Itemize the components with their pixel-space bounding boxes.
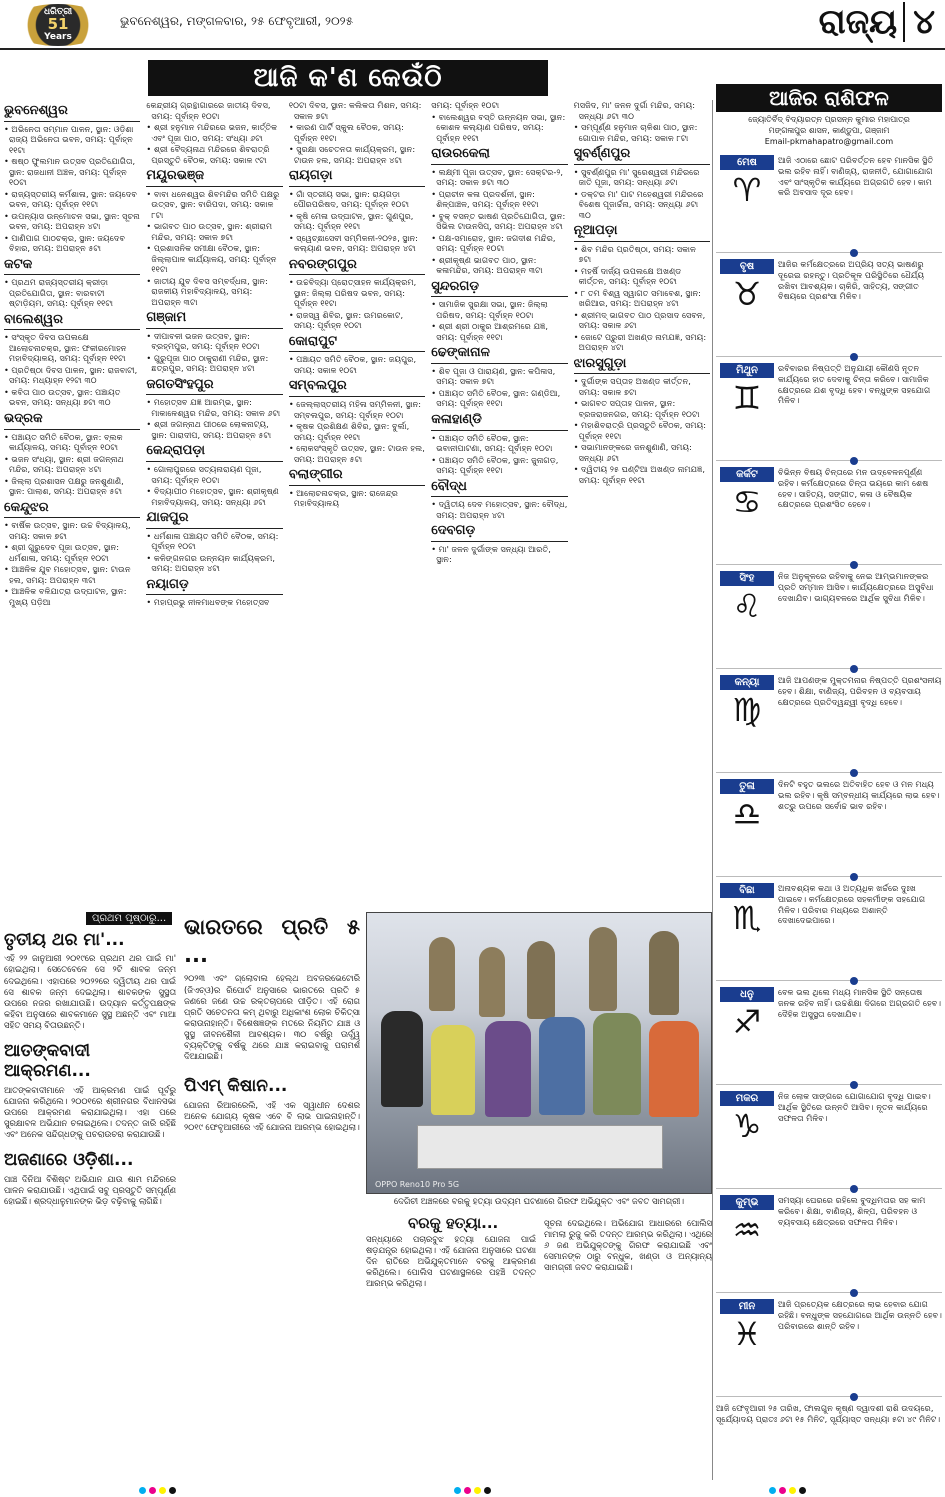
photo-figure <box>539 1017 585 1115</box>
story-body: ଯୋଜନା ରିଆରରେଲି, ଏହି ଏକ ସ୍ୱାଧୀନ ଦେଶର ଅନେକ ଯୋଗ୍ୟ କୃଷକ ଏବେ ବି ଲାଭ ପାଇନାହାନ୍ତି। ୨୦୧୯ ଫେବୃଆରୀରେ ଏହି ଯୋଜନା ଆରମ୍ଭ ହୋଇଥିଲା। <box>184 1099 360 1132</box>
city-heading: କଟକ <box>4 257 140 276</box>
story-column-right-a: ସନ୍ଧ୍ୟାରେ ପଚାରବୁଝ ହତ୍ୟା ଯୋଜନା ପାଇଁ ଷଡ଼ଯନ୍ତ୍ର ହୋଇଥିଲା। ଏହି ଯୋଜନା ଅନୁସାରେ ଘଟଣା ଦିନ ରାତିରେ ଅଭିଯୁକ୍ତମାନେ ବରକୁ ଆକ୍ରମଣ କରିଥିଲେ। ପୋଲିସ ଘଟଣାସ୍ଥଳରେ ପହଞ୍ଚି ତଦନ୍ତ ଆରମ୍ଭ କରିଥିଲା। <box>366 1234 536 1289</box>
event-entry: • କାରଣ ପାର୍ଟି ସ୍କୁଲ ବୈଠକ, ସମୟ: ପୂର୍ବାହ୍ନ ୧୧ଟା <box>288 122 404 143</box>
section-name: ରାଜ୍ୟ <box>818 2 898 42</box>
divider-dot-icon <box>850 561 858 569</box>
zodiac-entry <box>716 673 942 773</box>
event-entry: • ଉପନ୍ୟାସ ଉନ୍ମୋଚନ ସଭା, ସ୍ଥାନ: ସୂଚନା ଭବନ, ସମୟ: ଅପରାହ୍ନ ୪ଟା <box>4 210 140 232</box>
zodiac-entry <box>716 361 942 461</box>
event-entry: • ଦ୍ୱିତୀୟ ଦେବ ମହୋତ୍ସବ, ସ୍ଥାନ: ବୌଦ୍ଧ, ସମୟ: ଅପରାହ୍ନ ୪ଟା <box>431 499 568 520</box>
city-heading: ନୂଆପଡ଼ା <box>574 223 710 242</box>
zodiac-prediction: ଆଜି ଆପଣଙ୍କ ମୁକ୍ତମନାର ନିଷ୍ପତ୍ତି ପ୍ରଶଂସନୀୟ ହେବ। ଶିକ୍ଷା, ବାଣିଜ୍ୟ, ପରିବହନ ଓ ବ୍ୟବସାୟ କ୍ଷେତ୍ରରେ ପ୍ରତିଦ୍ୱନ୍ଦ୍ୱୀ ବୃଦ୍ଧି ହେବେ। <box>778 675 942 707</box>
registration-marks <box>769 1487 806 1494</box>
event-entry: • ଶିବ ମନ୍ଦିର ପ୍ରତିଷ୍ଠା, ସମୟ: ସକାଳ ୭ଟା <box>573 243 696 265</box>
logo-years: 51 <box>47 15 69 34</box>
zodiac-icon: ♒ <box>732 1211 762 1250</box>
story-headline: ତୃତୀୟ ଥର ମା'... <box>4 930 125 950</box>
event-entry: • ସୁରକ୍ଷା ସଚେତନତା କାର୍ଯ୍ୟକ୍ରମ, ସ୍ଥାନ: ଟାଉନ ହଲ, ସମୟ: ଅପରାହ୍ନ ୪ଟା <box>288 144 416 165</box>
zodiac-entry <box>716 257 942 357</box>
photo-watermark: OPPO Reno10 Pro 5G <box>375 1180 460 1189</box>
city-heading: ସୁବର୍ଣ୍ଣପୁର <box>574 146 710 165</box>
event-entry: • ବିଦ୍ୟାପୀଠ ମହୋତ୍ସବ, ସ୍ଥାନ: ଶ୍ରୀକୃଷ୍ଣ ମହାବିଦ୍ୟାଳୟ, ସମୟ: ସନ୍ଧ୍ୟା ୬ଟା <box>146 486 279 507</box>
event-entry: • ବାବା ଧନେଶ୍ୱର ଶିବମନ୍ଦିର ସମିତି ପକ୍ଷରୁ ଉତ୍ସବ, ସ୍ଥାନ: ବାରିପଦା, ସମୟ: ସକାଳ ୮ଟା <box>146 188 280 220</box>
photo-figure <box>485 1021 531 1117</box>
event-entry: • ଜୋଟେ ପ୍ରୁରୀ ଅଖଣ୍ଡ ନାମଯଜ୍ଞ, ସମୟ: ଅପରାହ୍ନ ୪ଟା <box>573 331 707 353</box>
event-entry: • ଷଷ୍ଠ ଫୁଲମାନ ଉତ୍ସବ ପ୍ରତିଯୋଗିତା, ସ୍ଥାନ: ରାଜଧାନୀ ଅଞ୍ଚଳ, ସମୟ: ପୂର୍ବାହ୍ନ ୧୦ଟା <box>4 156 136 188</box>
zodiac-badge <box>720 571 774 626</box>
divider-dot-icon <box>850 769 858 777</box>
city-heading: ମୟୂରଭଞ୍ଜ <box>146 168 282 187</box>
news-photo <box>366 912 712 1194</box>
photo-figure <box>589 927 617 1011</box>
event-entry: • ପ୍ରଥମ ରାଜ୍ୟସ୍ତରୀୟ କ୍ରୀଡ଼ା ପ୍ରତିଯୋଗିତା, ସ୍ଥାନ: ବାରବାଟୀ ଷ୍ଟାଡ଼ିୟମ, ସମୟ: ପୂର୍ବାହ୍ନ ୧୧ଟା <box>4 277 113 309</box>
zodiac-name: କର୍କଟ <box>720 467 774 482</box>
city-heading: ସୁନ୍ଦରଗଡ଼ <box>431 279 567 298</box>
event-entry: • କବିତା ପାଠ ଉତ୍ସବ, ସ୍ଥାନ: ପଞ୍ଚାୟତ ଭବନ, ସମୟ: ସନ୍ଧ୍ୟା ୭ଟା ୩୦ <box>4 386 121 408</box>
city-heading: ନବରଙ୍ଗପୁର <box>289 257 425 276</box>
continued-tag: ପ୍ରଥମ ପୃଷ୍ଠାରୁ... <box>86 912 172 925</box>
zodiac-entry <box>716 881 942 981</box>
event-entry: • ଶ୍ରୀ ଶ୍ରୀ ଠାକୁର ଆଶ୍ରମରେ ଯଜ୍ଞ, ସମୟ: ପୂର୍ବାହ୍ନ ୧୧ଟା <box>431 321 548 342</box>
event-entry: • ସମ୍ପୂର୍ଣ୍ଣ ହନୁମାନ ଚାଳିଶା ପାଠ, ସ୍ଥାନ: ଗୋପାଳ ମନ୍ଦିର, ସମୟ: ସକାଳ ୮ଟା <box>573 122 698 143</box>
zodiac-name: ମେଷ <box>720 155 774 170</box>
story-column-right-b: ସୂଚନା ଦେଇଥିଲେ। ଅଭିଯୋଗ ଆଧାରରେ ପୋଲିସ ମାମଲା ରୁଜୁ କରି ତଦନ୍ତ ଆରମ୍ଭ କରିଥିଲା। ଏଥିରେ ୬ ଜଣ ଅଭିଯୁକ୍ତଙ୍କୁ ଗିରଫ କରାଯାଇଛି ଏବଂ ସେମାନଙ୍କ ଠାରୁ ବନ୍ଧୁକ, ଖଣ୍ଡା ଓ ଅନ୍ୟାନ୍ୟ ସାମଗ୍ରୀ ଜବତ କରାଯାଇଛି। <box>544 1218 712 1273</box>
event-entry: • ଲକ୍ଷ୍ମୀ ପୂଜା ଉତ୍ସବ, ସ୍ଥାନ: ସେକ୍ଟର-୨, ସମୟ: ସକାଳ ୭ଟା ୩୦ <box>431 166 564 188</box>
listing-column <box>4 100 140 908</box>
event-entry: • ଅଭିନେତା ସମ୍ମାନ ପାଳନ, ସ୍ଥାନ: ଓଡ଼ିଶା ରାଜ୍ୟ ଅଭିନେତା ଭବନ, ସମୟ: ପୂର୍ବାହ୍ନ ୧୧ଟା <box>4 123 134 155</box>
astrologer-email: Email-pkmahapatro@gmail.com <box>764 136 894 146</box>
aaji-kana-banner: ଆଜି କ'ଣ କେଉଁଠି <box>148 60 548 96</box>
divider-dot-icon <box>850 457 858 465</box>
event-entry: • ଶ୍ରୀ ହନୁମାନ ମନ୍ଦିରରେ ଭଜନ, କାର୍ତ୍ତିକ ଏବଂ ପୂଜା ପାଠ, ସମୟ: ସଂଧ୍ୟା ୬ଟା <box>146 122 278 143</box>
event-entry: • ମା' ଜଳନ ଦୁର୍ଗାଙ୍କ ସନ୍ଧ୍ୟା ଆରତି, ସ୍ଥାନ: <box>431 543 551 565</box>
event-entry: • ପଞ୍ଚାୟତ ସମିତି ବୈଠକ, ସ୍ଥାନ: ଜୟପୁର, ସମୟ: ସକାଳ ୧୦ଟା <box>288 354 417 375</box>
event-entry: • ଜିଲ୍ଲା ପ୍ରଶାସନ ପକ୍ଷରୁ ଜନଶୁଣାଣି, ସ୍ଥାନ: ପାଲାଶ, ସମୟ: ଅପରାହ୍ନ ୫ଟା <box>4 475 124 496</box>
zodiac-entry <box>716 1089 942 1189</box>
divider-dot-icon <box>850 353 858 361</box>
zodiac-name: ମୀନ <box>720 1299 774 1314</box>
rashifal-footer: ଆଜି ଫେବୃଆରୀ ୨୫ ତାରିଖ, ଫାଲଗୁନ କୃଷ୍ଣ ଦ୍ୱାଦଶୀ ରାଶି ଉଦୟରେ, ସୂର୍ଯ୍ୟୋଦୟ ପ୍ରାତଃ ୬ଟା ୧୫ ମିନିଟ, ସୂର୍ଯ୍ୟାସ୍ତ ସନ୍ଧ୍ୟା ୫ଟା ୪୯ ମିନିଟ। <box>716 1403 941 1425</box>
zodiac-prediction: ବେଳ ଭଲ ଥିଲେ ମଧ୍ୟ ମାନସିକ ସ୍ଥିତି ସନ୍ତୋଷ ଜନକ ରହିବ ନାହିଁ। ଉଚ୍ଚଶିକ୍ଷା ଦିଗରେ ଅଗ୍ରଗତି ହେବ। ଦୈହିକ ଅସୁସ୍ଥତା ଦେଖାଯିବ। <box>778 987 942 1019</box>
event-entry: • ରାଜ୍ୟସ୍ତରୀୟ କର୍ମଶାଳା, ସ୍ଥାନ: ଜୟଦେବ ଭବନ, ସମୟ: ପୂର୍ବାହ୍ନ ୧୧ଟା <box>4 188 137 210</box>
divider-dot-icon <box>850 249 858 257</box>
event-listing <box>4 100 710 908</box>
photo-figure <box>479 947 505 1017</box>
city-heading: କୋରାପୁଟ <box>289 334 425 353</box>
zodiac-entry <box>716 569 942 669</box>
zodiac-name: ମକର <box>720 1091 774 1106</box>
registration-marks <box>139 1487 176 1494</box>
zodiac-prediction: ଆଜିର କର୍ମକ୍ଷେତ୍ରରେ ଅପ୍ରିୟ ସତ୍ୟ ଭାଷଣରୁ ଦୂରେଇ ରହନ୍ତୁ। ପ୍ରତିକୂଳ ପରିସ୍ଥିତିରେ ଧୈର୍ଯ୍ୟ ରଖିବା ଆବଶ୍ୟକ। ଚାକିରି, ସାହିତ୍ୟ, ସଙ୍ଗୀତ ବିଷୟରେ ପ୍ରଶଂସା ମିଳିବ। <box>778 259 925 302</box>
zodiac-prediction: ଅନାବଶ୍ୟକ କଥା ଓ ଅତ୍ୟଧିକ ଖର୍ଚ୍ଚରେ ଦୁଃଖ ପାଇବେ। କର୍ମକ୍ଷେତ୍ରରେ ସହକର୍ମୀଙ୍କ ସହଯୋଗ ମିଳିବ। ପରିବାର ମଧ୍ୟରେ ଅଶାନ୍ତି ଦେଖାଦେଇପାରେ। <box>778 883 926 926</box>
astrologer-name: ଜ୍ୟୋତିର୍ବିଦ୍ ବିଦ୍ୟାରତ୍ନ ପ୍ରସନ୍ନ କୁମାର ମହାପାତ୍ର <box>748 115 910 124</box>
event-entry: • ବାଲେଶ୍ୱର ବସ୍ତି ଉନ୍ନୟନ ସଭା, ସ୍ଥାନ: କୋଶଳ କଲ୍ୟାଣ ପରିଷଦ, ସମୟ: ପୂର୍ବାହ୍ନ ୧୧ଟା <box>431 111 566 143</box>
zodiac-icon: ♓ <box>732 1315 762 1354</box>
divider-dot-icon <box>850 665 858 673</box>
event-entry: ମସଜିଦ, ମା' ଜନନ ଦୁର୍ଗା ମନ୍ଦିର, ସମୟ: ସନ୍ଧ୍ୟା ୬ଟା ୩୦ <box>573 100 696 121</box>
event-entry: • ଶିବ ପୂଜା ଓ ପାରାୟଣ, ସ୍ଥାନ: କପିଳାସ, ସମୟ: ସକାଳ ୭ଟା <box>431 365 556 387</box>
lower-news-section <box>4 912 714 1480</box>
photo-figure <box>649 1021 699 1117</box>
zodiac-icon: ♏ <box>732 899 762 938</box>
event-entry: ୧୦ଟା ଦିବସ, ସ୍ଥାନ: କଲିକତା ମିଶନ, ସମୟ: ସକାଳ ୭ଟା <box>288 100 422 121</box>
event-entry: • ଲୋକସଂସ୍କୃତି ଉତ୍ସବ, ସ୍ଥାନ: ଟାଉନ ହଲ, ସମୟ: ଅପରାହ୍ନ ୫ଟା <box>288 443 425 464</box>
event-entry: • ସୁବର୍ଣ୍ଣପୁର ମା' ସୁରେଶ୍ୱରୀ ମନ୍ଦିରରେ ଜାତି ପୂଜା, ସମୟ: ସନ୍ଧ୍ୟା ୬ଟା <box>573 166 700 188</box>
story-headline: ଭାରତରେ ପ୍ରତି ୫ ... <box>184 915 360 967</box>
zodiac-prediction: ଆଜି ଏଠାରେ ଛୋଟ ପରିବର୍ତ୍ତନ ହେବ ମାନସିକ ସ୍ଥିତି ଭଲ ରହିବ ନାହିଁ। ବାଣିଜ୍ୟ, ରାଜନୀତି, ଯୋଗାଯୋଗ ଏବଂ ସାଂସ୍କୃତିକ କାର୍ଯ୍ୟରେ ଅଗ୍ରଗତି ହେବ। କାମ କରି ଅବସାଦ ଦୂର ହେବ। <box>778 155 934 198</box>
zodiac-icon: ♌ <box>732 587 762 626</box>
event-entry: • ମହୋତ୍ସବ ଯଜ୍ଞ ଆରମ୍ଭ, ସ୍ଥାନ: ମାକାଳେଶ୍ୱର ମନ୍ଦିର, ସମୟ: ସକାଳ ୬ଟା <box>146 397 281 418</box>
newspaper-logo <box>8 4 108 46</box>
event-entry: • ସାମାଜିକ ସୁରକ୍ଷା ସଭା, ସ୍ଥାନ: ଜିଲ୍ଲା ପରିଷଦ, ସମୟ: ପୂର୍ବାହ୍ନ ୧୦ଟା <box>431 299 548 320</box>
event-entry: କେନ୍ଦ୍ରୀୟ ଗ୍ରନ୍ଥାଗାରରେ ଜାତୀୟ ଦିବସ, ସମୟ: ପୂର୍ବାହ୍ନ ୧୦ଟା <box>146 100 271 121</box>
event-entry: • ସଭାମାନଙ୍କରେ ଜନଶୁଣାଣି, ସମୟ: ସନ୍ଧ୍ୟା ୬ଟା <box>573 442 692 463</box>
zodiac-prediction: ବିଭିନ୍ନ ବିଷୟ ଚିନ୍ତାରେ ମନ ଉଦ୍ବେଳନପୂର୍ଣ୍ଣ ରହିବ। କର୍ମକ୍ଷେତ୍ରରେ ଚିନ୍ତା ଭୟରେ କାମ ଶେଷ ହେବ। ସାହିତ୍ୟ, ସଙ୍ଗୀତ, କଳା ଓ ବୈଷୟିକ କ୍ଷେତ୍ରରେ ପ୍ରଶଂସିତ ହେବେ। <box>778 467 929 510</box>
astrologer-address: ମଙ୍ଗଳାପୁର ଶାସନ, କାଣ୍ଡୁପା, ଗଞ୍ଜାମ <box>768 125 890 135</box>
event-entry: • ୮ ତମ ବିଶ୍ୱ ସ୍ୱାଗତ ସମାବେଶ, ସ୍ଥାନ: ଖରିଆର, ସମୟ: ଅପରାହ୍ନ ୪ଟା <box>573 287 701 309</box>
photo-figure <box>381 1011 423 1107</box>
seized-items-table <box>417 1125 663 1169</box>
city-heading: କେନ୍ଦୁଝର <box>4 500 140 519</box>
zodiac-prediction: ସମସ୍ୟା ଘେରରେ ରହିଲେ ବୁଦ୍ଧିମତାର ସହ କାମ କରିବେ। ଶିକ୍ଷା, ବାଣିଜ୍ୟ, ଶିଳ୍ପ, ପରିବହନ ଓ ବ୍ୟବସାୟ କ୍ଷେତ୍ରରେ ସଫଳତା ମିଳିବ। <box>778 1195 926 1227</box>
story-column-middle <box>184 912 360 1478</box>
zodiac-name: ଧନୁ <box>720 987 774 1002</box>
registration-marks <box>454 1487 491 1494</box>
event-entry: • ଦୁର୍ଗାଙ୍କ ସପ୍ତାହ ଅଖଣ୍ଡ କୀର୍ତ୍ତନ, ସମୟ: ସକାଳ ୭ଟା <box>573 376 691 397</box>
zodiac-icon: ♍ <box>732 691 762 730</box>
story-headline: ବରକୁ ହତ୍ୟା... <box>408 1214 499 1232</box>
event-entry: • କଳିଙ୍ଗନଗର ଉନ୍ନୟନ କାର୍ଯ୍ୟକ୍ରମ, ସମୟ: ଅପରାହ୍ନ ୪ଟା <box>146 552 275 574</box>
event-entry: • ପ୍ରଶାସନିକ ସମୀକ୍ଷା ବୈଠକ, ସ୍ଥାନ: ଜିଲ୍ଲାପାଳ କାର୍ଯ୍ୟାଳୟ, ସମୟ: ପୂର୍ବାହ୍ନ ୧୧ଟା <box>146 243 277 275</box>
zodiac-prediction: ଆଜି ପ୍ରତ୍ୟେକ କ୍ଷେତ୍ରରେ ଲାଭ ହେବାର ଯୋଗ ରହିଛି। ବନ୍ଧୁଙ୍କ ସହଯୋଗରେ ଆର୍ଥିକ ଉନ୍ନତି ହେବ। ପରିବାରରେ ଶାନ୍ତି ରହିବ। <box>778 1299 942 1331</box>
story-headline: ଆତଙ୍କବାଦୀ ଆକ୍ରମଣ... <box>4 1041 91 1082</box>
city-heading: ଜଗତସିଂହପୁର <box>146 377 282 396</box>
zodiac-name: କୁମ୍ଭ <box>720 1195 774 1210</box>
event-entry: • କୃଷକ ପ୍ରଶିକ୍ଷଣ ଶିବିର, ସ୍ଥାନ: ବୁର୍ଲା, ସମୟ: ପୂର୍ବାହ୍ନ ୧୧ଟା <box>288 421 410 442</box>
event-entry: • ଉଚ୍ଚବିଦ୍ୟା ପ୍ରୋତ୍ସାହନ କାର୍ଯ୍ୟକ୍ରମ, ସ୍ଥାନ: ଜିଲ୍ଲା ପରିଷଦ ଭବନ, ସମୟ: ପୂର୍ବାହ୍ନ ୧୧ଟା <box>288 277 417 309</box>
event-entry: • ଧର୍ମଶାଳା ପଞ୍ଚାୟତ ସମିତି ବୈଠକ, ସମୟ: ପୂର୍ବାହ୍ନ ୧୦ଟା <box>146 530 279 552</box>
logo-title: ଧରିତ୍ରୀ <box>43 6 73 17</box>
logo-sub: Years <box>44 31 72 42</box>
zodiac-badge <box>720 987 774 1042</box>
listing-column <box>146 100 282 908</box>
zodiac-prediction: ନିଜ ଅନୁକୂଳରେ ରହିବାକୁ ନେଇ ଆମ୍ଭମାନଙ୍କର ପ୍ରତି ସମ୍ମାନ ଆସିବ। କାର୍ଯ୍ୟକ୍ଷେତ୍ରରେ ଅସୁବିଧା ଦେଖାଯିବ। ଭାଗ୍ୟବଳରେ ଆର୍ଥିକ ସୁବିଧା ମିଳିବ। <box>778 571 934 603</box>
zodiac-icon: ♑ <box>732 1107 762 1146</box>
city-heading: କେନ୍ଦ୍ରାପଡ଼ା <box>146 443 282 462</box>
divider-dot-icon <box>850 1185 858 1193</box>
event-entry: • ଶ୍ରୀ ଗୁରୁଦେବ ପୂଜା ଉତ୍ସବ, ସ୍ଥାନ: ଧର୍ମଶାଳା, ସମୟ: ପୂର୍ବାହ୍ନ ୧୦ଟା <box>4 542 120 563</box>
city-heading: ଭୁବନେଶ୍ୱର <box>4 103 140 122</box>
zodiac-badge <box>720 467 774 522</box>
listing-column <box>289 100 425 908</box>
event-entry: • ରାଜସ୍ୱ ଶିବିର, ସ୍ଥାନ: ଉମରକୋଟ, ସମୟ: ପୂର୍ବାହ୍ନ ୧୦ଟା <box>288 309 404 331</box>
event-entry: • ଦ୍ୱିତୀୟ ୨୫ ଘଣ୍ଟିଆ ଅଖଣ୍ଡ ନାମଯଜ୍ଞ, ସମୟ: ପୂର୍ବାହ୍ନ ୧୧ଟା <box>573 464 705 485</box>
zodiac-list <box>716 153 942 1397</box>
zodiac-name: ବୃଷ <box>720 259 774 274</box>
event-entry: • ଭାଗବତ ସପ୍ତାହ ପାଳନ, ସ୍ଥାନ: ବ୍ରଜରାଜନଗର, ସମୟ: ପୂର୍ବାହ୍ନ ୧୦ଟା <box>573 398 700 419</box>
divider-dot-icon <box>850 1081 858 1089</box>
photo-caption: ଦେଗିଚୀ ଅଞ୍ଚଳରେ ବରକୁ ହତ୍ୟା ଉଦ୍ୟମ ଘଟଣାରେ ଗିରଫ ଅଭିଯୁକ୍ତ ଏବଂ ଜବତ ସାମଗ୍ରୀ। <box>393 1196 685 1206</box>
divider-dot-icon <box>850 1289 858 1297</box>
story-headline: ଅଜଣାରେ ଓଡ଼ିଶା... <box>4 1150 134 1171</box>
city-heading: ଢେଙ୍କାନାଳ <box>431 345 567 364</box>
zodiac-icon: ♈ <box>732 171 762 210</box>
zodiac-icon: ♊ <box>732 379 762 418</box>
event-entry: • ସଂସ୍କୃତ ଦିବସ ଉପଲକ୍ଷେ ଆଲୋଚନାଚକ୍ର, ସ୍ଥାନ: ଫକୀରମୋହନ ମହାବିଦ୍ୟାଳୟ, ସମୟ: ପୂର୍ବାହ୍ନ ୧୧ଟା <box>4 332 127 364</box>
divider-dot-icon <box>850 873 858 881</box>
zodiac-badge <box>720 363 774 418</box>
photo-figure <box>431 1025 475 1115</box>
story-headline: ପିଏମ୍ କିଷାନ... <box>184 1076 288 1097</box>
rashifal-byline <box>716 115 942 147</box>
event-entry: • ଜେଲ୍ଲାସ୍ତରୀୟ ମହିଳା ସମ୍ମିଳନୀ, ସ୍ଥାନ: ସମ୍ବଲପୁର, ସମୟ: ପୂର୍ବାହ୍ନ ୧୦ଟା <box>288 399 421 420</box>
divider-dot-icon <box>850 1393 858 1401</box>
event-entry: • ପଞ୍ଚାୟତ ସମିତି ବୈଠକ, ସ୍ଥାନ: ଗଣ୍ଡିଆ, ସମୟ: ପୂର୍ବାହ୍ନ ୧୧ଟା <box>431 387 561 409</box>
city-heading: ଝାରସୁଗୁଡ଼ା <box>574 356 710 375</box>
event-entry: • ପଞ୍ଚାୟତ ସମିତି ବୈଠକ, ସ୍ଥାନ: ବ୍ଲକ କାର୍ଯ୍ୟାଳୟ, ସମୟ: ପୂର୍ବାହ୍ନ ୧୦ଟା <box>4 431 123 452</box>
event-entry: • ପାଣିପାଗ ପାଠଚକ୍ର, ସ୍ଥାନ: ଜୟଦେବ ବିହାର, ସମୟ: ଅପରାହ୍ନ ୫ଟା <box>4 232 126 254</box>
photo-figure <box>527 941 555 1019</box>
zodiac-entry <box>716 985 942 1085</box>
city-heading: ଦେବଗଡ଼ <box>431 523 567 542</box>
divider-dot-icon <box>850 977 858 985</box>
zodiac-name: ତୁଳା <box>720 779 774 794</box>
event-entry: • ସ୍ୱେଚ୍ଛାସେବୀ ସମ୍ମିଳନୀ-୨୦୨୫, ସ୍ଥାନ: କଲ୍ୟାଣ ଭବନ, ସମୟ: ଅପରାହ୍ନ ୪ଟା <box>288 232 418 254</box>
listing-column <box>431 100 567 908</box>
event-entry: • ମହାପ୍ରଭୁ ନୀଳମାଧବଙ୍କ ମହୋତ୍ସବ <box>146 597 270 608</box>
event-entry: • ବାର୍ଷିକ ଉତ୍ସବ, ସ୍ଥାନ: ଉଚ୍ଚ ବିଦ୍ୟାଳୟ, ସମୟ: ସକାଳ ୭ଟା <box>4 520 131 541</box>
photo-figure <box>593 1013 641 1115</box>
event-entry: • ମହର୍ଷି ଦାର୍ଜ୍ୟ ଉପଲକ୍ଷେ ଅଖଣ୍ଡ କୀର୍ତ୍ତନ, ସମୟ: ପୂର୍ବାହ୍ନ ୧୦ଟା <box>573 265 682 287</box>
zodiac-entry <box>716 465 942 565</box>
event-entry: • ପଞ୍ଚାୟତ ସମିତି ବୈଠକ, ସ୍ଥାନ: ଜୁନାଗଡ଼, ସମୟ: ପୂର୍ବାହ୍ନ ୧୧ଟା <box>431 454 559 475</box>
zodiac-name: ମିଥୁନ <box>720 363 774 378</box>
zodiac-badge <box>720 675 774 730</box>
story-body: ପାଞ୍ଚ ଦିନିଆ ବିଶିଷ୍ଟ ଅଭିଯାନ ଯାଉ ଶାମ ମନ୍ଦିରରେ ପାଳନ କରାଯାଉଛି। ଏଥିପାଇଁ ସବୁ ପ୍ରସ୍ତୁତି ସମ୍ପୂର୍ଣ୍ଣ ହୋଇଛି। ଶ୍ରଦ୍ଧାଳୁମାନଙ୍କ ଭିଡ଼ ବଢ଼ିବାକୁ ଲାଗିଛି। <box>4 1173 176 1206</box>
event-entry: • ପ୍ରତିଷ୍ଠା ଦିବସ ପାଳନ, ସ୍ଥାନ: ରାଜବାଟୀ, ସମୟ: ମଧ୍ୟାହ୍ନ ୧୨ଟା ୩୦ <box>4 364 138 386</box>
zodiac-entry <box>716 1297 942 1397</box>
event-entry: • ମହାଶିବରାତ୍ରି ପ୍ରସ୍ତୁତି ବୈଠକ, ସମୟ: ପୂର୍ବାହ୍ନ ୧୧ଟା <box>573 420 706 441</box>
event-entry: • ଭାଗବତ ପାଠ ଉତ୍ସବ, ସ୍ଥାନ: ଶ୍ରୀରାମ ମନ୍ଦିର, ସମୟ: ସକାଳ ୭ଟା <box>146 221 273 242</box>
event-entry: • ଜାତୀୟ ଯୁବ ଦିବସ ସମ୍ବର୍ଦ୍ଧନା, ସ୍ଥାନ: ରାଜକୀୟ ମହାବିଦ୍ୟାଳୟ, ସମୟ: ଅପରାହ୍ନ ୩ଟା <box>146 275 268 307</box>
zodiac-badge <box>720 1195 774 1250</box>
dateline: ଭୁବନେଶ୍ୱର, ମଙ୍ଗଳବାର, ୨୫ ଫେବୃଆରୀ, ୨୦୨୫ <box>120 14 354 28</box>
story-body: ଆତଙ୍କବାଦୀମାନେ ଏହି ଆକ୍ରମଣ ପାଇଁ ପୂର୍ବରୁ ଯୋଜନା କରିଥିଲେ। ୨୦୦୧ରେ ଶ୍ରୀନଗର ବିଧାନସଭା ଉପରେ ଆକ୍ରମଣ କରାଯାଇଥିଲା। ଏହା ପରେ ସୁରକ୍ଷାବଳ ଅଭିଯାନ ଚଳାଇଥିଲେ। ତଦନ୍ତ ଜାରି ରହିଛି ଏବଂ ଅନେକ ସନ୍ଦିଗ୍ଧଙ୍କୁ ପଚରାଉଚରା କରାଯାଉଛି। <box>4 1084 176 1140</box>
zodiac-prediction: ଦିନଟି ବହୁତ ଭଲରେ ଅତିବାହିତ ହେବ ଓ ମନ ମଧ୍ୟ ଭଲ ରହିବ। କୃଷି ସମ୍ବନ୍ଧୀୟ କାର୍ଯ୍ୟରେ ଲାଭ ହେବ। ଶତ୍ରୁ ଉପରେ ସର୍ବୋଚ୍ଚ ଭାବ ରହିବ। <box>778 779 940 811</box>
event-entry: • ଭଜନ ସଂଧ୍ୟା, ସ୍ଥାନ: ଶ୍ରୀ ଜଗନ୍ନାଥ ମନ୍ଦିର, ସମୟ: ଅପରାହ୍ନ ୪ଟା <box>4 453 124 474</box>
city-heading: ନୟାଗଡ଼ <box>146 577 282 596</box>
zodiac-name: କନ୍ୟା <box>720 675 774 690</box>
zodiac-icon: ♋ <box>732 483 762 522</box>
photo-figure <box>649 931 679 1015</box>
city-heading: ବୌଦ୍ଧ <box>431 479 567 498</box>
section-title <box>819 2 935 42</box>
city-heading: ରାୟଗଡ଼ା <box>289 168 425 187</box>
zodiac-icon: ♎ <box>732 795 762 834</box>
event-entry: • ଶ୍ରୀମଦ୍ ଭାଗବତ ପାଠ ପ୍ରସାଦ ସେବନ, ସମୟ: ସକାଳ ୬ଟା <box>573 309 706 331</box>
event-entry: ସମୟ: ପୂର୍ବାହ୍ନ ୧୦ଟା <box>431 100 500 110</box>
city-heading: ବଲାଙ୍ଗୀର <box>289 467 425 486</box>
zodiac-entry <box>716 1193 942 1293</box>
story-body: ଏହି ୨୨ ଜାନୁଆରୀ ୨୦୧୯ରେ ପ୍ରଥମ ଥର ପାଇଁ ମା' ହୋଇଥିଲା। ସେତେବେଳେ ସେ ୨ଟି ଶାବକ ଜନ୍ମ ଦେଇଥିଲେ। ଏହାପରେ ୨୦୨୨ରେ ଦ୍ୱିତୀୟ ଥର ପାଇଁ ସେ ଶାବକ ଜନ୍ମ ଦେଇଥିଲା। ଶାବକଙ୍କ ସୁସ୍ଥତା ଉପରେ ନଜର ରଖାଯାଉଛି। ଉଦ୍ୟାନ କର୍ତ୍ତୃପକ୍ଷଙ୍କ କହିବା ଅନୁସାରେ ଶାବକମାନେ ସୁସ୍ଥ ଅଛନ୍ତି ଏବଂ ମାଆ ସହିତ ସମୟ ବିତାଉଛନ୍ତି। <box>4 953 176 1030</box>
event-entry: • ପକ୍ଷ-ସମାରୋହ, ସ୍ଥାନ: ଜଗଦୀଶ ମନ୍ଦିର, ସମୟ: ପୂର୍ବାହ୍ନ ୧୦ଟା <box>431 232 556 254</box>
event-entry: • ପଞ୍ଚାୟତ ସମିତି ବୈଠକ, ସ୍ଥାନ: ଭବାନୀପାଟଣା, ସମୟ: ପୂର୍ବାହ୍ନ ୧୦ଟା <box>431 432 553 453</box>
event-entry: • କୃଷି ମେଳା ଉଦ୍‌ଘାଟନ, ସ୍ଥାନ: ଗୁଣପୁର, ସମୟ: ପୂର୍ବାହ୍ନ ୧୧ଟା <box>288 210 414 232</box>
zodiac-name: ବିଛା <box>720 883 774 898</box>
event-entry: • ଗାଁ ସ୍ତରୀୟ ସଭା, ସ୍ଥାନ: ରାୟଗଡ଼ା ପୌରପରିଷଦ, ସମୟ: ପୂର୍ବାହ୍ନ ୧୦ଟା <box>288 188 410 210</box>
event-entry: • ଶ୍ରୀ ବୈଦ୍ୟନାଥ ମନ୍ଦିରରେ ଶିବରାତ୍ରି ପ୍ରସ୍ତୁତି ବୈଠକ, ସମୟ: ସକାଳ ୯ଟା <box>146 144 270 165</box>
city-heading: ରାଉରକେଲା <box>431 146 567 165</box>
zodiac-badge <box>720 1299 774 1354</box>
city-heading: ଗଞ୍ଜାମ <box>146 310 282 329</box>
story-column-left <box>4 926 176 1478</box>
event-entry: • ଡକ୍ଟର ମା' ପାଟ ମହେଶ୍ୱରୀ ମନ୍ଦିରରେ ବିଶେଷ ପୂଜାର୍ଚ୍ଚନା, ସମୟ: ସନ୍ଧ୍ୟା ୬ଟା ୩୦ <box>573 188 704 220</box>
zodiac-entry <box>716 153 942 253</box>
zodiac-badge <box>720 779 774 834</box>
zodiac-prediction: ରବିବାରର ନିଷ୍ପତ୍ତି ଅନୁଯାୟୀ କୌଣସି ନୂତନ କାର୍ଯ୍ୟରେ ହାତ ଦେବାକୁ ଚିନ୍ତା କରିବେ। ସାମାଜିକ କ୍ଷେତ୍ରରେ ଯଶ ବୃଦ୍ଧି ହେବ। ବନ୍ଧୁଙ୍କ ସହଯୋଗ ମିଳିବ। <box>778 363 931 406</box>
event-entry: • ପ୍ରାଚୀନ କଳା ପ୍ରଦର୍ଶନୀ, ସ୍ଥାନ: ଶିଳ୍ପାଞ୍ଚଳ, ସମୟ: ପୂର୍ବାହ୍ନ ୧୧ଟା <box>431 188 539 210</box>
city-heading: ଯାଜପୁର <box>146 510 282 529</box>
zodiac-entry <box>716 777 942 877</box>
city-heading: ବାଲେଶ୍ୱର <box>4 312 140 331</box>
listing-column <box>574 100 710 908</box>
page-number: ୪ <box>903 2 935 42</box>
story-body: ୨୦୨୩ ଏବଂ ଗ୍ଲୋବାଲ ହେଲ୍ଥ ଅବଜରଭେଟୋରି (ଜିଏଚ୍ଓ)ର ରିପୋର୍ଟ ଅନୁସାରେ ଭାରତରେ ପ୍ରତି ୫ ଜଣରେ ଜଣେ ଉଚ୍ଚ ରକ୍ତଚାପରେ ପୀଡ଼ିତ। ଏହି ରୋଗ ପ୍ରତି ସଚେତନତା କମ୍ ଥିବାରୁ ଅଧିକାଂଶ ଲୋକ ଚିକିତ୍ସା କରାଉନାହାନ୍ତି। ବିଶେଷଜ୍ଞଙ୍କ ମତରେ ନିୟମିତ ଯାଞ୍ଚ ଓ ସୁସ୍ଥ ଜୀବନଶୈଳୀ ଆବଶ୍ୟକ। ୩୦ ବର୍ଷରୁ ଊର୍ଦ୍ଧ୍ୱ ବ୍ୟକ୍ତିଙ୍କୁ ବର୍ଷକୁ ଥରେ ଯାଞ୍ଚ କରାଇବାକୁ ପରାମର୍ଶ ଦିଆଯାଇଛି। <box>184 973 360 1062</box>
zodiac-badge <box>720 155 774 210</box>
event-entry: • ଗୁରୁପୂଜା ପାଠ ଠାକୁରାଣୀ ମନ୍ଦିର, ସ୍ଥାନ: ଛତ୍ରପୁର, ସମୟ: ଅପରାହ୍ନ ୪ଟା <box>146 352 269 374</box>
rashifal-title: ଆଜିର ରାଶିଫଳ <box>716 84 942 112</box>
event-entry: • ବୁକ୍ ବସନ୍ତ ଭାଷଣ ପ୍ରତିଯୋଗିତା, ସ୍ଥାନ: ସିଭିଲ ଟାଉନସିପ୍, ସମୟ: ଅପରାହ୍ନ ୪ଟା <box>431 210 566 232</box>
event-entry: • ଆଞ୍ଚଳିକ ଯୁବ ମହୋତ୍ସବ, ସ୍ଥାନ: ଟାଉନ ହଲ, ସମୟ: ଅପରାହ୍ନ ୩ଟା <box>4 564 131 585</box>
city-heading: କଳାହାଣ୍ଡି <box>431 412 567 431</box>
event-entry: • ଆଞ୍ଚଳିକ ବଳିଯାତ୍ରା ଉଦ୍‌ଘାଟନ, ସ୍ଥାନ: ମୁଖ୍ୟ ପଡ଼ିଆ <box>4 586 127 607</box>
zodiac-icon: ♉ <box>732 275 762 314</box>
print-registration-bar <box>0 1484 945 1497</box>
city-heading: ସମ୍ବଲପୁର <box>289 378 425 397</box>
zodiac-badge <box>720 259 774 314</box>
zodiac-prediction: ନିଜ ଲୋକ ସାଙ୍ଗରେ ଯୋଗାଯୋଗ ବୃଦ୍ଧି ପାଇବ। ଆର୍ଥିକ ସ୍ଥିତିରେ ଉନ୍ନତି ଆସିବ। ନୂତନ କାର୍ଯ୍ୟରେ ସଫଳତା ମିଳିବ। <box>778 1091 931 1123</box>
event-entry: • ଗୋଲାପୁରରେ ସତ୍ୟନାରାୟଣ ପୂଜା, ସମୟ: ପୂର୍ବାହ୍ନ ୧୦ଟା <box>146 464 262 485</box>
event-entry: • ଦୀପାବଳୀ ଭଜନ ଉତ୍ସବ, ସ୍ଥାନ: ବ୍ରହ୍ମପୁର, ସମୟ: ପୂର୍ବାହ୍ନ ୧୦ଟା <box>146 330 260 352</box>
event-entry: • ଆଲୋଚନାଚକ୍ର, ସ୍ଥାନ: ରାଜେନ୍ଦ୍ର ମହାବିଦ୍ୟାଳୟ <box>288 487 398 509</box>
zodiac-badge <box>720 883 774 938</box>
city-heading: ଭଦ୍ରକ <box>4 411 140 430</box>
event-entry: • ଶ୍ରୀ ଜଗନ୍ନାଥ ପୀଠରେ ଲୋକନାଟ୍ୟ, ସ୍ଥାନ: ପାରାଦୀପ, ସମୟ: ଅପରାହ୍ନ ୫ଟା <box>146 419 272 440</box>
rashifal-column <box>716 84 942 1474</box>
event-entry: • ଶ୍ରୀକୃଷ୍ଣ ଭାଗବତ ପାଠ, ସ୍ଥାନ: କଳାମନ୍ଦିର, ସମୟ: ଅପରାହ୍ନ ୩ଟା <box>431 254 543 276</box>
zodiac-icon: ♐ <box>732 1003 762 1042</box>
zodiac-badge <box>720 1091 774 1146</box>
masthead <box>0 0 945 50</box>
photo-figure <box>429 937 455 1011</box>
zodiac-name: ସିଂହ <box>720 571 774 586</box>
